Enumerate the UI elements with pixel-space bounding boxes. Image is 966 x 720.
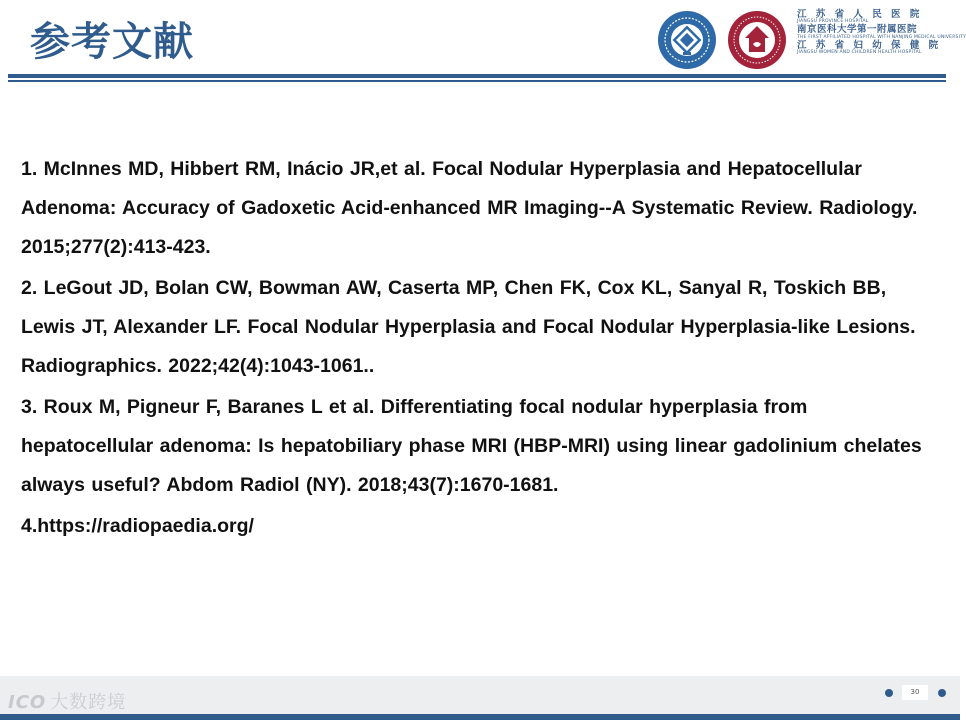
hospital-name-en-2: THE FIRST AFFILIATED HOSPITAL WITH NANJING MEDICAL UNIVERSITY	[797, 34, 966, 40]
reference-item-4-link[interactable]: 4.https://radiopaedia.org/	[21, 515, 254, 537]
hospital-emblem-icon	[727, 10, 787, 75]
hospital-logos	[657, 8, 966, 70]
reference-list	[21, 150, 941, 548]
watermark-logo-icon: ICO	[8, 692, 47, 713]
hospital-name-cn-1: 江 苏 省 人 民 医 院	[797, 9, 923, 20]
reference-item-1: 1. McInnes MD, Hibbert RM, Inácio JR,et al. Focal Nodular Hyperplasia and Hepatocellular Adenoma: Accuracy of Gadoxetic Acid-enhanced MR Imaging--A Systematic Review. Radiology. 2015;277(2):413-423.	[21, 158, 918, 258]
footer-band	[0, 714, 960, 720]
reference-item-2: 2. LeGout JD, Bolan CW, Bowman AW, Caserta MP, Chen FK, Cox KL, Sanyal R, Toskich BB, Lewis JT, Alexander LF. Focal Nodular Hyperplasia and Focal Nodular Hyperplasia-like Lesions. Radiographics. 2022;42(4):1043-1061..	[21, 277, 916, 377]
hospital-name-cn-3: 江 苏 省 妇 幼 保 健 院	[797, 39, 942, 51]
page-title: 参考文献	[30, 19, 194, 65]
footer-dot-right-icon	[938, 689, 946, 697]
footer-dot-left-icon	[885, 689, 893, 697]
hospital-names	[797, 9, 966, 56]
hospital-name-en-3: JIANGSU WOMEN AND CHILDREN HEALTH HOSPITAL	[797, 50, 922, 56]
page-number: 30	[902, 685, 928, 700]
header-divider	[8, 74, 946, 78]
footer-bar	[0, 676, 960, 714]
watermark	[8, 688, 126, 714]
hospital-name-en-1: JIANGSU PROVINCE HOSPITAL	[797, 19, 869, 25]
hospital-name-cn-2: 南京医科大学第一附属医院	[797, 24, 918, 36]
watermark-text: 大数跨境	[50, 692, 127, 713]
reference-item-3: 3. Roux M, Pigneur F, Baranes L et al. Differentiating focal nodular hyperplasia from hepatocellular adenoma: Is hepatobiliary phase MRI (HBP-MRI) using linear gadolinium chelates always useful? Abdom Radiol (NY). 2018;43(7):1670-1681.	[21, 396, 922, 496]
header-divider-thin	[8, 80, 946, 82]
university-seal-icon	[657, 10, 717, 75]
